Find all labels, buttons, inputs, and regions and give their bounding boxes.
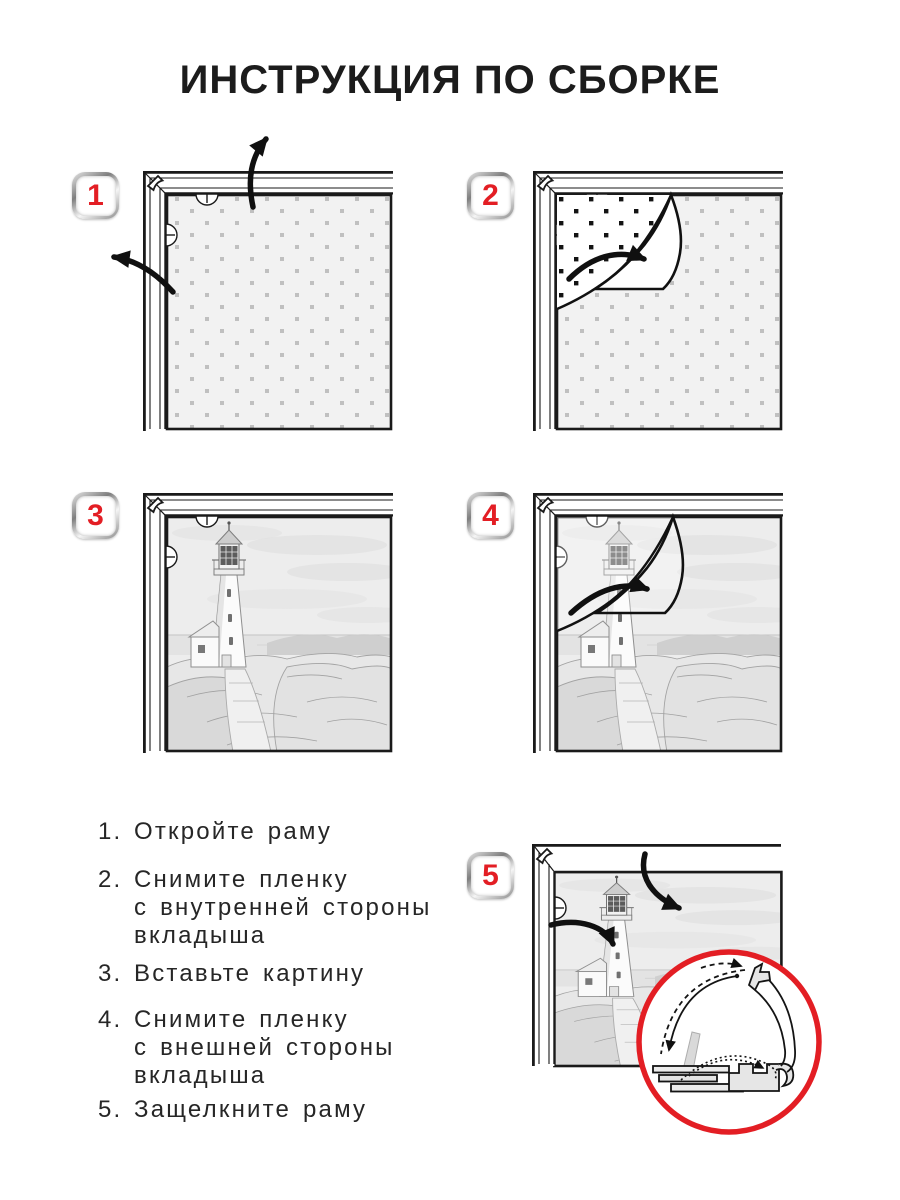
item-text: с внутренней стороны xyxy=(134,894,432,921)
lighthouse-picture xyxy=(167,517,400,752)
step3-badge xyxy=(72,492,119,539)
frame-corner xyxy=(533,171,783,431)
item-text: Вставьте картину xyxy=(134,960,366,987)
magnifier-circle xyxy=(639,952,819,1132)
item-text: Снимите пленку xyxy=(134,1006,349,1033)
instruction-item-5 xyxy=(98,1096,498,1124)
item-text: с внешней стороны xyxy=(134,1034,395,1061)
page-title: ИНСТРУКЦИЯ ПО СБОРКЕ xyxy=(179,58,721,102)
item-text: Снимите пленку xyxy=(134,866,349,893)
film-peel xyxy=(557,517,683,631)
item-text: Защелкните раму xyxy=(134,1096,368,1123)
step1-number: 1 xyxy=(87,178,104,212)
step4-badge xyxy=(467,492,514,539)
item-number: 1. xyxy=(98,818,123,845)
frame-corner xyxy=(114,139,393,431)
item-number: 5. xyxy=(98,1096,123,1123)
item-number: 3. xyxy=(98,960,123,987)
step3-illustration xyxy=(100,446,400,754)
item-number: 2. xyxy=(98,866,123,893)
step2-illustration xyxy=(455,124,785,436)
instruction-item-4 xyxy=(98,1006,498,1090)
item-text: вкладыша xyxy=(134,922,267,949)
instruction-item-1 xyxy=(98,818,498,846)
step1-illustration xyxy=(100,124,400,436)
item-text: Откройте раму xyxy=(134,818,333,845)
instruction-item-3 xyxy=(98,960,498,988)
step4-number: 4 xyxy=(482,498,499,532)
frame-profile-detail xyxy=(639,952,819,1132)
protective-film-dots xyxy=(167,195,391,429)
instruction-list xyxy=(98,814,498,1124)
step1-badge xyxy=(72,172,119,219)
item-text: вкладыша xyxy=(134,1062,267,1089)
item-number: 4. xyxy=(98,1006,123,1033)
instruction-item-2 xyxy=(98,866,498,950)
step2-badge xyxy=(467,172,514,219)
step5-number: 5 xyxy=(482,858,499,892)
step2-number: 2 xyxy=(482,178,499,212)
step3-number: 3 xyxy=(87,498,104,532)
